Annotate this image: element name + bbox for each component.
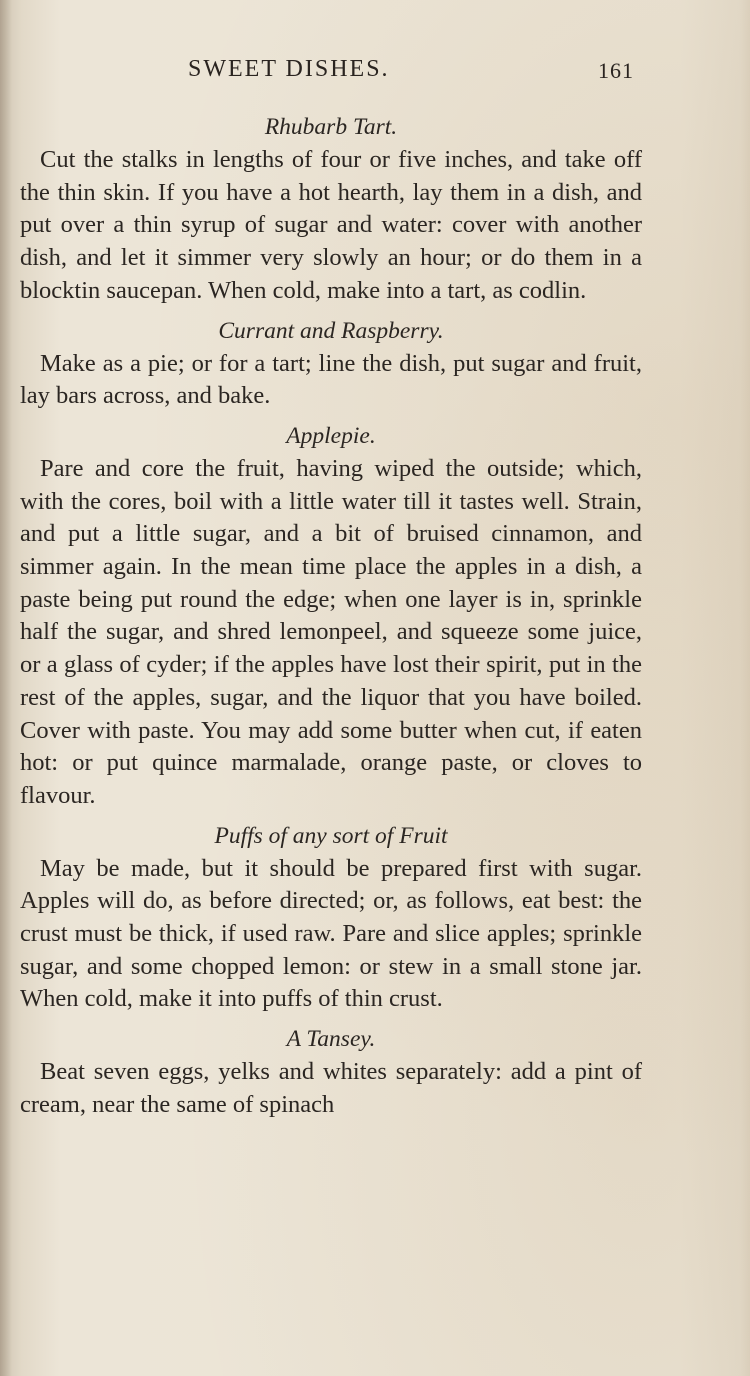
recipe-text: May be made, but it should be prepared first with sugar. Apples will do, as before directed; or, as follows, eat best: the crust must be thick, if used raw. Pare and slice apples; sprinkle sugar, and some chopped lemon: or stew in a small stone jar. When cold, make it into puffs of thin crust. [20, 854, 642, 1013]
running-head: SWEET DISHES. [188, 56, 390, 82]
recipe-text: Make as a pie; or for a tart; line the dish, put sugar and fruit, lay bars across, and bake. [20, 349, 642, 410]
recipe-text: Cut the stalks in lengths of four or five inches, and take off the thin skin. If you have a hot hearth, lay them in a dish, and put over a thin syrup of sugar and water: cover with another dish, and let it simmer very slowly an hour; or do them in a blocktin saucepan. When cold, make into a tart, as codlin. [20, 146, 642, 304]
recipe-tansey [20, 1022, 642, 1121]
recipe-heading: Puffs of any sort of Fruit [214, 822, 448, 849]
recipe-heading: Rhubarb Tart. [264, 114, 398, 140]
recipe-heading: Currant and Raspberry. [218, 317, 444, 344]
recipe-heading: Applepie. [286, 422, 376, 449]
recipe-rhubarb-tart [20, 110, 642, 308]
recipe-text: Beat seven eggs, yelks and whites separately: add a pint of cream, near the same of spinach [20, 1058, 642, 1118]
page-content [20, 110, 642, 1128]
binding-gutter [0, 0, 12, 1376]
page-number: 161 [598, 58, 634, 83]
recipe-applepie [20, 419, 642, 813]
recipe-heading: A Tansey. [286, 1026, 376, 1053]
recipe-text: Pare and core the fruit, having wiped the outside; which, with the cores, boil with a little water till it tastes well. Strain, and put a little sugar, and a bit of bruised cinnamon, and simmer again. In the mean time place the apples in a dish, a paste being put round the edge; when one layer is in, sprinkle half the sugar, and shred lemonpeel, and squeeze some juice, or a glass of cyder; if the apples have lost their spirit, put in the rest of the apples, sugar, and the liquor that you have boiled. Cover with paste. You may add some butter when cut, if eaten hot: or put quince marmalade, orange paste, or cloves to flavour. [20, 454, 642, 809]
page-header [0, 56, 750, 90]
recipe-currant-raspberry [20, 314, 642, 413]
recipe-fruit-puffs [20, 819, 642, 1017]
